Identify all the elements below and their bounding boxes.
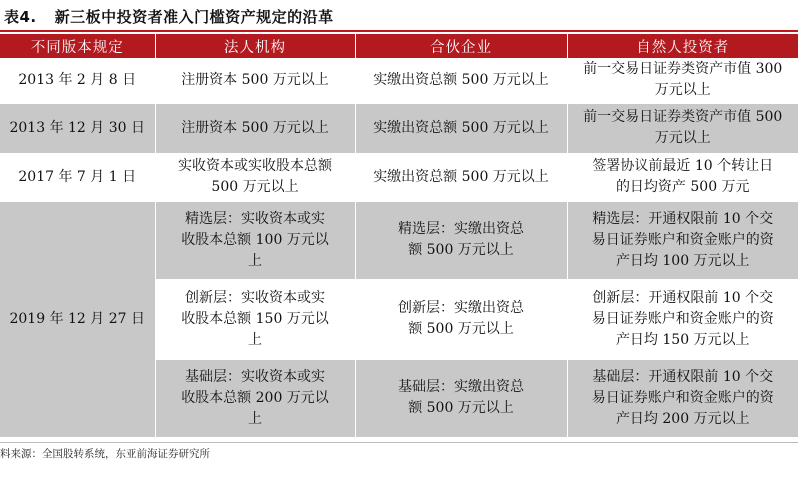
- cell-legal: 实收资本或实收股本总额 500 万元以上: [155, 153, 355, 201]
- cell-partnership: 实缴出资总额 500 万元以上: [355, 58, 567, 103]
- cell-partnership: 精选层：实缴出资总额 500 万元以上: [355, 201, 567, 279]
- table-row: [0, 103, 798, 153]
- header-individual: 自然人投资者: [567, 34, 798, 58]
- cell-partnership: 实缴出资总额 500 万元以上: [355, 103, 567, 153]
- cell-individual: 基础层：开通权限前 10 个交易日证券账户和资金账户的资产日均 200 万元以上: [567, 359, 798, 437]
- table-row: [0, 153, 798, 201]
- cell-individual: 精选层：开通权限前 10 个交易日证券账户和资金账户的资产日均 100 万元以上: [567, 201, 798, 279]
- cell-legal: 注册资本 500 万元以上: [155, 103, 355, 153]
- cell-legal: 创新层：实收资本或实收股本总额 150 万元以上: [155, 279, 355, 359]
- cell-legal: 精选层：实收资本或实收股本总额 100 万元以上: [155, 201, 355, 279]
- header-legal: 法人机构: [155, 34, 355, 58]
- header-version: 不同版本规定: [0, 34, 155, 58]
- cell-individual: 前一交易日证券类资产市值 300 万元以上: [567, 58, 798, 103]
- cell-version: 2013 年 2 月 8 日: [0, 58, 155, 103]
- cell-individual: 签署协议前最近 10 个转让日的日均资产 500 万元: [567, 153, 798, 201]
- cell-version: 2019 年 12 月 27 日: [0, 201, 155, 437]
- cell-partnership: 实缴出资总额 500 万元以上: [355, 153, 567, 201]
- cell-individual: 创新层：开通权限前 10 个交易日证券账户和资金账户的资产日均 150 万元以上: [567, 279, 798, 359]
- cell-legal: 注册资本 500 万元以上: [155, 58, 355, 103]
- header-partnership: 合伙企业: [355, 34, 567, 58]
- cell-version: 2017 年 7 月 1 日: [0, 153, 155, 201]
- table-row: [0, 58, 798, 103]
- header-row: [0, 34, 798, 58]
- cell-partnership: 基础层：实缴出资总额 500 万元以上: [355, 359, 567, 437]
- cell-individual: 前一交易日证券类资产市值 500 万元以上: [567, 103, 798, 153]
- cell-version: 2013 年 12 月 30 日: [0, 103, 155, 153]
- table-number: 表4.: [4, 8, 37, 26]
- table-title-text: 新三板中投资者准入门槛资产规定的沿革: [54, 8, 334, 26]
- cell-legal: 基础层：实收资本或实收股本总额 200 万元以上: [155, 359, 355, 437]
- bottom-rule: [0, 442, 798, 443]
- source-note: 料来源：全国股转系统，东亚前海证券研究所: [0, 448, 210, 460]
- title-rule: [0, 30, 798, 32]
- cell-partnership: 创新层：实缴出资总额 500 万元以上: [355, 279, 567, 359]
- table-row: [0, 201, 798, 279]
- table-title: [4, 6, 334, 27]
- regulation-table: [0, 34, 798, 438]
